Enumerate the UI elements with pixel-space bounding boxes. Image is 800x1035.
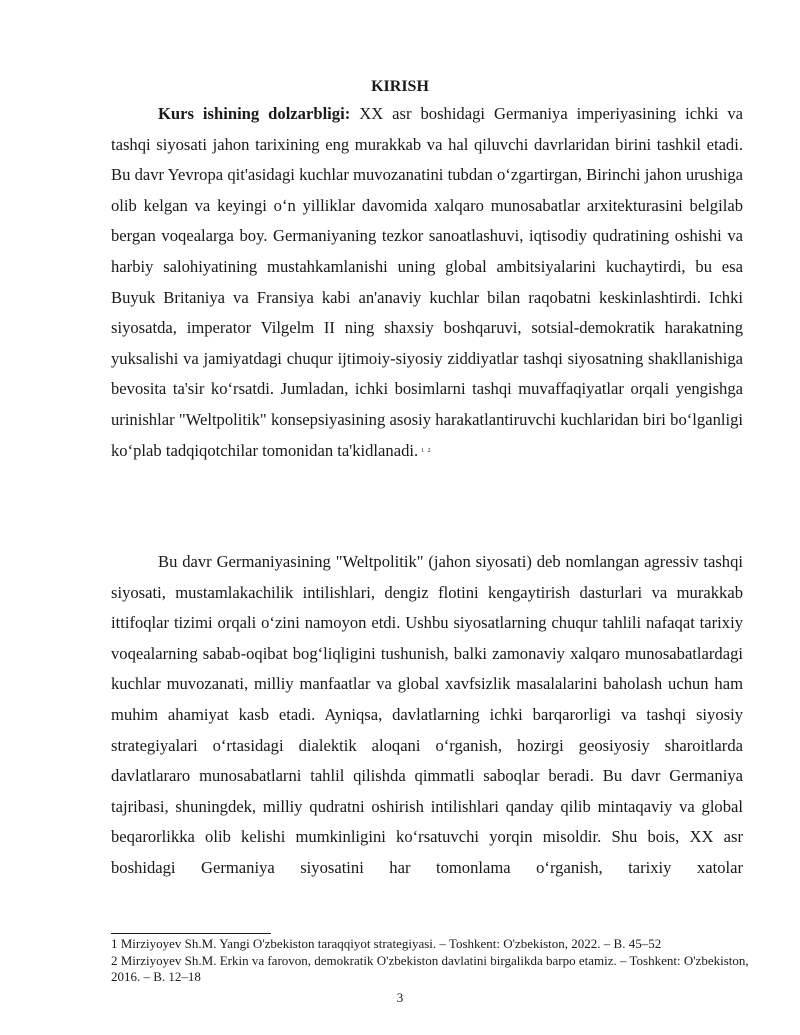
paragraph-relevance	[111, 99, 743, 466]
page-number: 3	[396, 990, 404, 1005]
paragraph-lead: Kurs ishining dolzarbligi:	[158, 104, 351, 123]
paragraph-weltpolitik	[111, 547, 743, 884]
footnote-1: 1 Mirziyoyev Sh.M. Yangi O'zbekiston taraqqiyot strategiyasi. – Toshkent: O'zbekiston, 2022. – B. 45–52	[111, 936, 662, 951]
footnote-references: 1 2	[421, 447, 432, 454]
footnote-2: 2 Mirziyoyev Sh.M. Erkin va farovon, demokratik O'zbekiston davlatini birgalikda barpo etamiz. – Toshkent: O'zbekiston, 2016. – B. 12–18	[111, 952, 749, 984]
paragraph-text: XX asr boshidagi Germaniya imperiyasining ichki va tashqi siyosati jahon tarixining eng murakkab va hal qiluvchi davrlaridan birini tashkil etadi. Bu davr Yevropa qit'asidagi kuchlar muvozanatini tubdan o‘zgartirgan, Birinchi jahon urushiga olib kelgan va keyingi o‘n yilliklar davomida xalqaro munosabatlar arxitekturasini belgilab bergan voqealarga boy. Germaniyaning tezkor sanoatlashuvi, iqtisodiy qudratining oshishi va harbiy salohiyatining mustahkamlanishi uning global ambitsiyalarini kuchaytirdi, bu esa Buyuk Britaniya va Fransiya kabi an'anaviy kuchlar bilan raqobatni keskinlashtirdi. Ichki siyosatda, imperator Vilgelm II ning shaxsiy boshqaruvi, sotsial-demokratik harakatning yuksalishi va jamiyatdagi chuqur ijtimoiy-siyosiy ziddiyatlar tashqi siyosatning shakllanishiga bevosita ta'sir ko‘rsatdi. Jumladan, ichki bosimlarni tashqi muvaffaqiyatlar orqali yengishga urinishlar "Weltpolitik" konsepsiyasining asosiy harakatlantiruvchi kuchlaridan biri bo‘lganligi ko‘plab tadqiqotchilar tomonidan ta'kidlanadi.	[111, 104, 743, 460]
paragraph-text: Bu davr Germaniyasining "Weltpolitik" (jahon siyosati) deb nomlangan agressiv tashqi siyosati, mustamlakachilik intilishlari, dengiz flotini kengaytirish dasturlari va murakkab ittifoqlar tizimi orqali o‘zini namoyon etdi. Ushbu siyosatlarning chuqur tahlili nafaqat tarixiy voqealarning sabab-oqibat bog‘liqligini tushunish, balki zamonaviy xalqaro munosabatlardagi kuchlar muvozanati, milliy manfaatlar va global xavfsizlik masalalarini baholash uchun ham muhim ahamiyat kasb etadi. Ayniqsa, davlatlarning ichki barqarorligi va tashqi siyosiy strategiyalari o‘rtasidagi dialektik aloqani o‘rganish, hozirgi geosiyosiy sharoitlarda davlatlararo munosabatlarni tahlil qilishda qimmatli saboqlar beradi. Bu davr Germaniya tajribasi, shuningdek, milliy qudratni oshirish intilishlari qanday qilib mintaqaviy va global beqarorlikka olib kelishi mumkinligini ko‘rsatuvchi yorqin misoldir. Shu bois, XX asr boshidagi Germaniya siyosatini har tomonlama o‘rganish, tarixiy xatolar	[111, 552, 743, 877]
section-heading: KIRISH	[371, 78, 429, 95]
footnote-separator	[111, 933, 271, 934]
footnotes	[111, 936, 751, 986]
